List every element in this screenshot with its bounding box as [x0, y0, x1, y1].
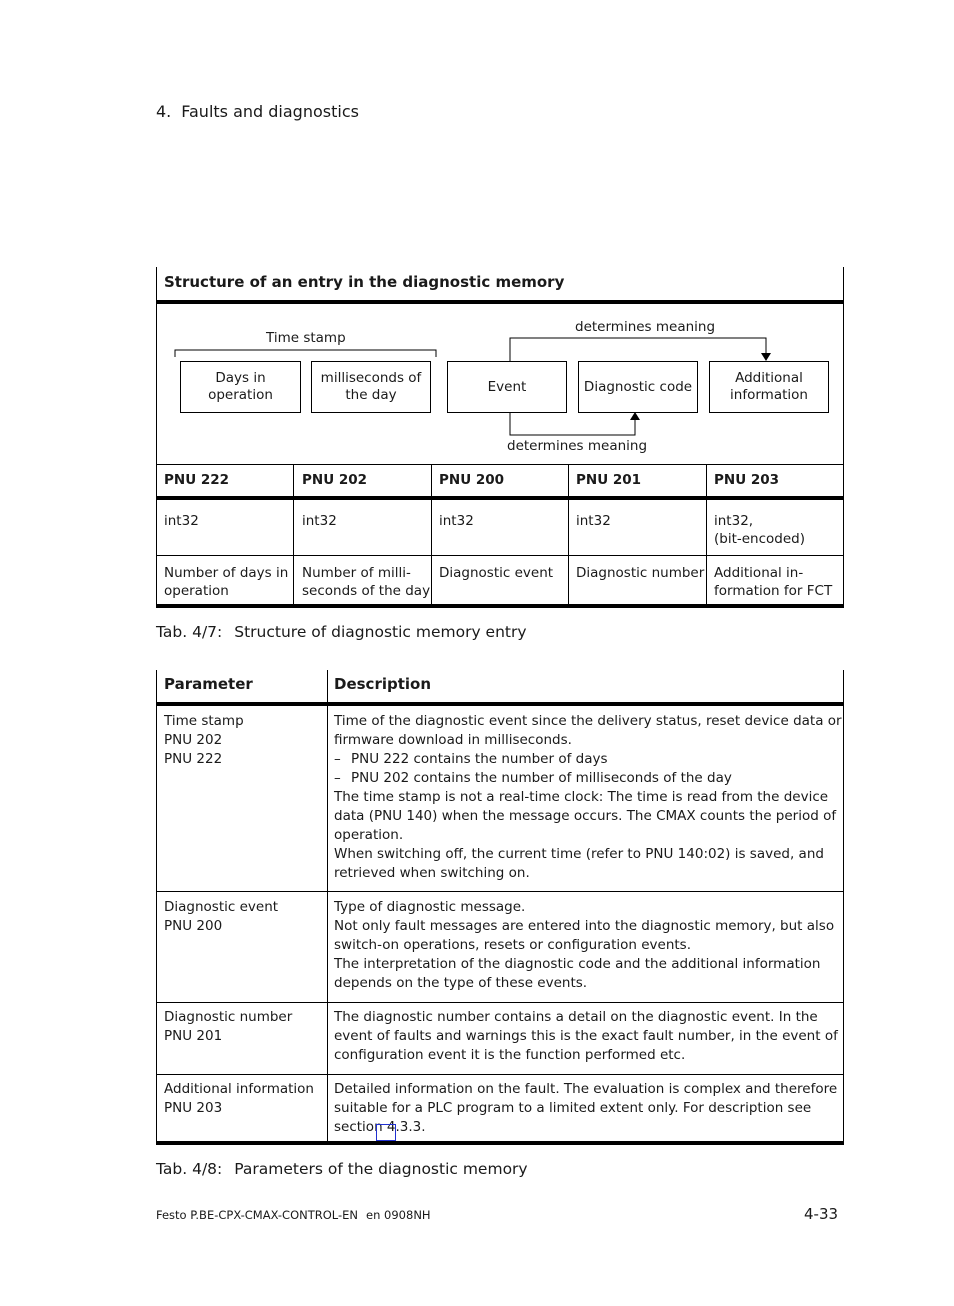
description-cell	[334, 898, 834, 993]
meaning-cell	[568, 564, 704, 582]
cell-text: Diagnostic event	[164, 899, 279, 915]
cell-text: Number of days in	[164, 565, 289, 581]
edition: en 0908NH	[366, 1208, 431, 1222]
cell-text: formation for FCT	[714, 583, 833, 599]
cell-text: data (PNU 140) when the message occurs. The CMAX counts the period of	[334, 808, 837, 824]
cell-text: configuration event it is the function performed etc.	[334, 1047, 686, 1063]
rule	[156, 1074, 844, 1075]
cell-text: Additional in-	[714, 565, 804, 581]
cell-text: The diagnostic number contains a detail on the diagnostic event. In the	[334, 1009, 818, 1025]
box-label: Diagnostic code	[583, 378, 693, 395]
rule	[156, 604, 844, 608]
meaning-cell	[294, 564, 430, 600]
chapter-title: Faults and diagnostics	[181, 102, 359, 121]
cell-text: The interpretation of the diagnostic code and the additional information	[334, 956, 821, 972]
parameter-cell	[164, 712, 244, 769]
cell-text: Type of diagnostic message.	[334, 899, 526, 915]
rule	[156, 496, 844, 500]
cell-text: event of faults and warnings this is the exact fault number, in the event of	[334, 1028, 838, 1044]
cell-text: Diagnostic event	[439, 565, 554, 581]
cell-text: PNU 222	[164, 751, 223, 767]
cell-text: int32	[576, 513, 611, 529]
rule	[156, 891, 844, 892]
determines-meaning-bottom: determines meaning	[507, 438, 648, 454]
box-label: information	[730, 387, 808, 403]
cell-text: Diagnostic number	[164, 1009, 293, 1025]
box-label: milliseconds of	[320, 370, 422, 386]
cell-text: retrieved when switching on.	[334, 865, 530, 881]
cell-text: PNU 201	[164, 1028, 223, 1044]
rule	[156, 555, 844, 556]
additional-information-box	[709, 361, 829, 413]
box-label: Days in	[215, 370, 266, 386]
type-cell	[431, 512, 474, 530]
cell-text: Not only fault messages are entered into the diagnostic memory, but also	[334, 918, 835, 934]
type-cell	[568, 512, 611, 530]
table-title: Structure of an entry in the diagnostic memory	[164, 273, 565, 291]
pnu-header: PNU 201	[576, 472, 642, 488]
table-caption	[156, 623, 527, 641]
cell-text: (bit-encoded)	[714, 531, 806, 547]
cell-text: Diagnostic number	[576, 565, 705, 581]
description-header: Description	[334, 675, 432, 693]
box-label: Additional	[735, 370, 803, 386]
rule	[156, 464, 844, 465]
cell-text: The time stamp is not a real-time clock: The time is read from the device	[334, 789, 829, 805]
rule	[156, 1141, 844, 1145]
pnu-header: PNU 222	[164, 472, 230, 488]
cell-text: int32	[439, 513, 474, 529]
list-item	[334, 769, 842, 788]
cell-text: PNU 203	[164, 1100, 223, 1116]
cell-text: Detailed information on the fault. The evaluation is complex and therefore	[334, 1081, 838, 1097]
pnu-header: PNU 202	[302, 472, 368, 488]
cell-text: firmware download in milliseconds.	[334, 732, 572, 748]
rule	[156, 702, 844, 706]
dash-bullet: –	[334, 751, 341, 767]
meaning-cell	[706, 564, 832, 600]
caption-number: Tab. 4/7:	[156, 623, 223, 641]
cell-text: depends on the type of these events.	[334, 975, 588, 991]
section-link-highlight[interactable]	[376, 1124, 396, 1141]
cell-text: Time of the diagnostic event since the delivery status, reset device data or	[334, 713, 842, 729]
diagnostic-entry-structure-table	[156, 267, 844, 608]
dash-bullet: –	[334, 770, 341, 786]
cell-text: Time stamp	[164, 713, 244, 729]
box-label: Event	[487, 378, 527, 395]
type-cell	[706, 512, 805, 548]
cell-text: PNU 202 contains the number of milliseconds of the day	[351, 770, 732, 786]
parameter-cell	[164, 1008, 292, 1046]
cell-text: Additional information	[164, 1081, 314, 1097]
event-box	[447, 361, 567, 413]
description-cell	[334, 1008, 838, 1065]
box-label: operation	[208, 387, 273, 403]
description-cell	[334, 1080, 837, 1137]
cell-text: int32,	[714, 513, 754, 529]
cell-text: operation.	[334, 827, 404, 843]
parameter-cell	[164, 1080, 314, 1118]
entry-structure-diagram	[156, 307, 844, 464]
type-cell	[294, 512, 337, 530]
cell-text: seconds of the day	[302, 583, 431, 599]
caption-text: Parameters of the diagnostic memory	[234, 1160, 528, 1178]
meaning-cell	[156, 564, 288, 600]
cell-text: suitable for a PLC program to a limited extent only. For description see	[334, 1100, 812, 1116]
cell-text: Number of milli-	[302, 565, 411, 581]
time-stamp-label: Time stamp	[266, 330, 346, 346]
box-label: the day	[345, 387, 397, 403]
document-code: Festo P.BE-CPX-CMAX-CONTROL-EN	[156, 1208, 359, 1222]
cell-text: section 4.3.3.	[334, 1119, 426, 1135]
diagnostic-memory-parameters-table	[156, 670, 844, 1145]
parameter-cell	[164, 898, 278, 936]
cell-text: switch-on operations, resets or configuration events.	[334, 937, 691, 953]
pnu-header: PNU 203	[714, 472, 780, 488]
description-cell	[334, 712, 842, 883]
diagnostic-code-box	[578, 361, 698, 413]
table-caption	[156, 1160, 528, 1178]
parameter-header: Parameter	[164, 675, 253, 693]
page-number: 4-33	[804, 1205, 839, 1223]
type-cell	[156, 512, 199, 530]
cell-text: PNU 200	[164, 918, 223, 934]
days-in-operation-box	[180, 361, 301, 413]
determines-meaning-top: determines meaning	[575, 319, 716, 335]
cell-text: int32	[164, 513, 199, 529]
cell-text: PNU 202	[164, 732, 223, 748]
caption-text: Structure of diagnostic memory entry	[234, 623, 527, 641]
list-item	[334, 750, 842, 769]
milliseconds-box	[311, 361, 431, 413]
cell-text: PNU 222 contains the number of days	[351, 751, 608, 767]
meaning-cell	[431, 564, 553, 582]
footer-document-id	[156, 1208, 431, 1222]
rule	[156, 1002, 844, 1003]
cell-text: int32	[302, 513, 337, 529]
cell-text: When switching off, the current time (refer to PNU 140:02) is saved, and	[334, 846, 824, 862]
cell-text: operation	[164, 583, 229, 599]
chapter-heading	[156, 102, 359, 121]
caption-number: Tab. 4/8:	[156, 1160, 223, 1178]
rule	[156, 300, 844, 304]
pnu-header: PNU 200	[439, 472, 505, 488]
chapter-number: 4.	[156, 102, 172, 121]
